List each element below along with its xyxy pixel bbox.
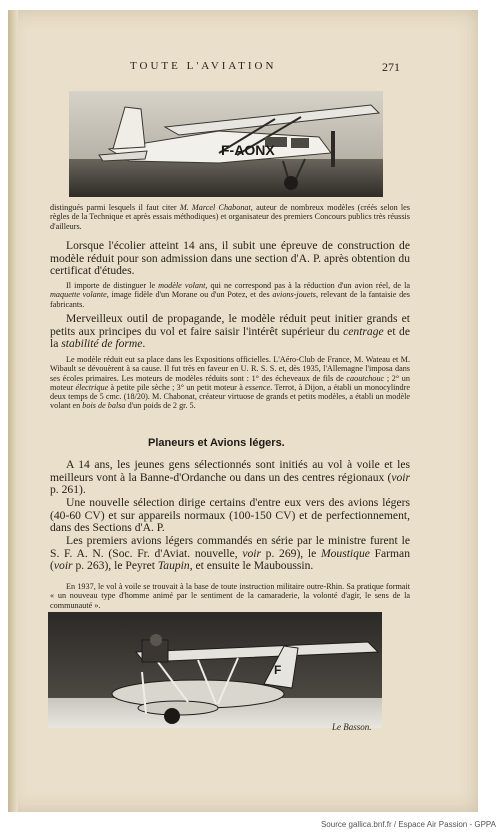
text: , qui ne correspond pas à la réduction d'un avion réel, de la bbox=[205, 281, 410, 290]
text: Le modèle réduit eut sa place dans les Expositions officielles. L'Aéro-Club de France, M. Wateau et M. Wibault se dévouèrent à sa cause. Il fut très en faveur en U. R. S. S. et, dès 1935, l'Allemagne l'imposa dans ses écoles primaires. Les moteurs de modèles réduits sont : 1° des écheveaux de fils de bbox=[50, 355, 410, 383]
text: , et ensuite le Mauboussin. bbox=[189, 559, 314, 573]
book-page bbox=[8, 10, 478, 812]
text: p. 261). bbox=[50, 483, 86, 497]
text-italic: modèle volant bbox=[158, 281, 206, 290]
text-italic: voir bbox=[53, 559, 73, 573]
text: Les premiers avions légers commandés en série par le ministre furent le S. F. A. N. (Soc. Fr. d'Aviat. nouvelle, bbox=[50, 534, 410, 560]
text-italic: maquette volante bbox=[50, 290, 107, 300]
paragraph-avions-legers bbox=[50, 535, 410, 573]
aircraft-registration: F-AONX bbox=[221, 142, 275, 158]
text-italic: Moustique bbox=[320, 546, 370, 560]
text: , relevant de la fantaisie des fabricants. bbox=[50, 290, 410, 309]
paragraph-modele-volant bbox=[50, 281, 410, 309]
text-italic: M. Marcel Chabonat bbox=[179, 203, 251, 212]
paragraph-chabonat bbox=[50, 203, 410, 231]
text: et de la bbox=[50, 324, 411, 351]
text: Merveilleux outil de propagande, le modèle réduit peut initier grands et petits aux principes du vol et faire saisir l'intérêt supérieur du bbox=[50, 312, 410, 338]
photo-monoplane bbox=[69, 91, 383, 197]
text: p. 269), le bbox=[261, 546, 321, 560]
section-heading: Planeurs et Avions légers. bbox=[148, 437, 285, 449]
text-italic: centrage bbox=[343, 324, 384, 338]
text: Il importe de distinguer le bbox=[66, 281, 159, 290]
photo-basson bbox=[48, 612, 382, 728]
text: . bbox=[142, 337, 146, 351]
text: Farman ( bbox=[50, 546, 410, 573]
text-italic: avions-jouets bbox=[272, 290, 316, 300]
text-italic: Taupin bbox=[157, 559, 190, 573]
photo-caption: Le Basson. bbox=[332, 722, 372, 732]
source-footer: Source gallica.bnf.fr / Espace Air Passion - GPPA bbox=[320, 820, 496, 829]
paragraph-ecolier: Lorsque l'écolier atteint 14 ans, il subit une épreuve de construction de modèle réduit pour son admission dans une section d'A. P. après obtention du certificat d'études. bbox=[50, 239, 410, 278]
text-italic: électrique bbox=[75, 382, 109, 392]
paragraph-1937: En 1937, le vol à voile se trouvait à la base de toute instruction militaire outre-Rhin. Sa pratique formait « un nouveau type d'homme animé par le sentiment de la camaraderie, la volonté d'agir, le sens de la communauté ». bbox=[50, 582, 410, 610]
text: , image fidèle d'un Morane ou d'un Potez, et des bbox=[106, 290, 273, 300]
running-title: TOUTE L'AVIATION bbox=[130, 60, 277, 72]
text-italic: essence bbox=[245, 382, 271, 392]
text-italic: voir bbox=[242, 546, 261, 560]
text-italic: voir bbox=[391, 470, 410, 484]
text: à petite pile sèche ; 3° un petit moteur à bbox=[108, 382, 246, 392]
paragraph-selection: Une nouvelle sélection dirige certains d'entre eux vers des avions légers (40-60 CV) et sur appareils normaux (100-150 CV) et de perfectionnement, dans des Sections d'A. P. bbox=[50, 496, 410, 535]
text: . Terrot, à Dijon, a établi un monocylindre deux temps de 5 cmc. (18/20). M. Chabonat, créateur virtuose de grands et petits modèles, a établi un modèle volant en bbox=[50, 382, 410, 411]
text: p. 263), le Peyret bbox=[72, 559, 158, 573]
paragraph-expositions bbox=[50, 355, 410, 411]
tail-marking: F bbox=[274, 663, 282, 677]
paragraph-propagande bbox=[50, 313, 410, 351]
photo-monoplane-image bbox=[69, 91, 383, 197]
text-italic: bois de balsa bbox=[82, 401, 126, 411]
text: , auteur de nombreux modèles (créés selon les règles de la Technique et après essais méthodiques) et organisateur des premiers Concours publics très réussis d'ailleurs. bbox=[50, 203, 410, 231]
text: A 14 ans, les jeunes gens sélectionnés sont initiés au vol à voile et les meilleurs vont à la Banne-d'Ordanche ou dans un des centres régionaux ( bbox=[50, 458, 410, 484]
text-italic: stabilité de forme bbox=[61, 337, 143, 351]
text: d'un poids de 2 gr. 5. bbox=[125, 401, 196, 411]
running-header bbox=[8, 60, 478, 76]
text: ; 2° un moteur bbox=[50, 373, 410, 392]
paragraph-vol-a-voile bbox=[50, 459, 410, 497]
text: distingués parmi lesquels il faut citer bbox=[50, 203, 180, 212]
photo-basson-image bbox=[48, 612, 382, 728]
page-number: 271 bbox=[382, 60, 400, 74]
text-italic: caoutchouc bbox=[346, 373, 385, 383]
